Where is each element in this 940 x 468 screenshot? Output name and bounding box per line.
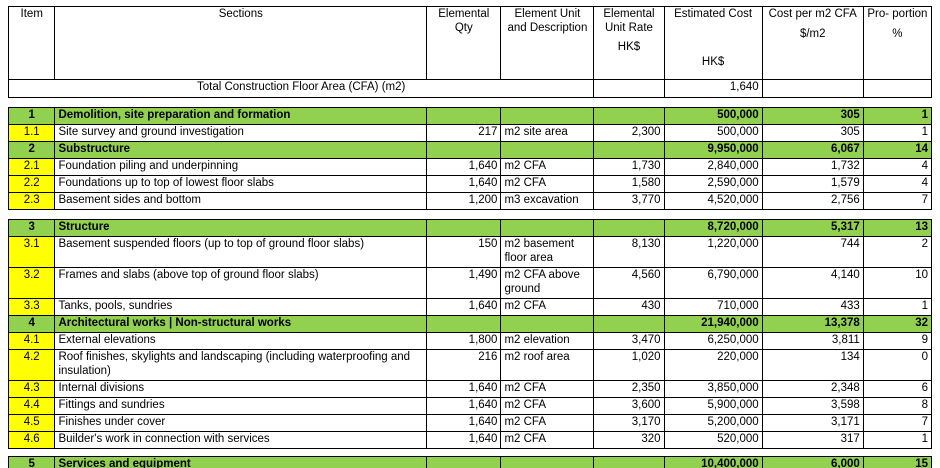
row-elemental-rate: 430 bbox=[594, 299, 664, 316]
row-elemental-qty: 1,640 bbox=[427, 398, 501, 415]
row-item: 4.3 bbox=[9, 381, 55, 398]
row-item: 4.1 bbox=[9, 333, 55, 350]
row-elemental-rate bbox=[594, 316, 664, 333]
row-estimated-cost: 5,900,000 bbox=[664, 398, 762, 415]
header-cost-per-m2-l1: Cost per m2 bbox=[768, 8, 832, 20]
row-cost-per-m2: 305 bbox=[762, 125, 863, 142]
table-row bbox=[9, 333, 932, 350]
row-proportion: 1 bbox=[863, 108, 931, 125]
clipped-next-row bbox=[8, 456, 932, 468]
row-section: Substructure bbox=[55, 142, 427, 159]
table-row bbox=[9, 415, 932, 432]
spacer-cell bbox=[9, 210, 932, 220]
cfa-value: 1,640 bbox=[664, 80, 762, 98]
row-elemental-qty bbox=[427, 108, 501, 125]
row-elemental-rate: 3,600 bbox=[594, 398, 664, 415]
row-qty bbox=[427, 457, 501, 468]
row-cost-per-m2: 3,598 bbox=[762, 398, 863, 415]
row-estimated-cost: 2,840,000 bbox=[664, 159, 762, 176]
row-item: 2.3 bbox=[9, 193, 55, 210]
table-row bbox=[9, 142, 932, 159]
row-elemental-qty: 216 bbox=[427, 350, 501, 381]
row-item: 3 bbox=[9, 220, 55, 237]
row-elemental-rate: 8,130 bbox=[594, 237, 664, 268]
row-section: Frames and slabs (above top of ground floor slabs) bbox=[55, 268, 427, 299]
row-proportion: 32 bbox=[863, 316, 931, 333]
header-estimated-cost-l2: HK$ bbox=[701, 55, 725, 68]
row-estimated-cost: 500,000 bbox=[664, 108, 762, 125]
table-row bbox=[9, 398, 932, 415]
row-proportion: 1 bbox=[863, 125, 931, 142]
row-section: Tanks, pools, sundries bbox=[55, 299, 427, 316]
cfa-cpm-cell bbox=[762, 80, 863, 98]
header-elemental-qty-l1: Elemental bbox=[438, 8, 490, 20]
row-estimated-cost: 6,250,000 bbox=[664, 333, 762, 350]
row-proportion: 1 bbox=[863, 299, 931, 316]
row-proportion: 7 bbox=[863, 193, 931, 210]
row-section: Builder's work in connection with services bbox=[55, 432, 427, 449]
row-section: Services and equipment bbox=[55, 457, 427, 468]
cfa-rate-cell bbox=[594, 80, 664, 98]
row-element-unit bbox=[501, 220, 594, 237]
row-item: 3.1 bbox=[9, 237, 55, 268]
row-item: 2.2 bbox=[9, 176, 55, 193]
header-element-unit-l1: Element Unit bbox=[514, 8, 581, 20]
row-cost-per-m2: 305 bbox=[762, 108, 863, 125]
row-cost-per-m2: 4,140 bbox=[762, 268, 863, 299]
row-elemental-qty: 1,800 bbox=[427, 333, 501, 350]
row-cost-per-m2: 744 bbox=[762, 237, 863, 268]
table-row bbox=[9, 268, 932, 299]
table-row bbox=[9, 237, 932, 268]
row-proportion: 13 bbox=[863, 220, 931, 237]
row-item: 4 bbox=[9, 316, 55, 333]
row-elemental-qty: 1,640 bbox=[427, 159, 501, 176]
header-estimated-cost-l1: Estimated Cost bbox=[674, 8, 753, 20]
header-cost-per-m2-l2: CFA bbox=[834, 8, 857, 20]
header-proportion bbox=[863, 7, 931, 80]
row-item: 3.2 bbox=[9, 268, 55, 299]
row-element-unit: m2 roof area bbox=[501, 350, 594, 381]
row-cost-per-m2: 2,756 bbox=[762, 193, 863, 210]
row-elemental-rate: 2,300 bbox=[594, 125, 664, 142]
row-cost-per-m2: 5,317 bbox=[762, 220, 863, 237]
row-item: 5 bbox=[9, 457, 55, 468]
row-estimated-cost: 710,000 bbox=[664, 299, 762, 316]
header-elemental-rate-l2: Unit Rate bbox=[604, 21, 653, 34]
row-element-unit: m2 CFA bbox=[501, 299, 594, 316]
table-row bbox=[9, 193, 932, 210]
row-estimated-cost: 220,000 bbox=[664, 350, 762, 381]
row-elemental-rate: 1,020 bbox=[594, 350, 664, 381]
row-rate bbox=[594, 457, 664, 468]
row-elemental-rate: 1,580 bbox=[594, 176, 664, 193]
row-proportion: 1 bbox=[863, 432, 931, 449]
table-row bbox=[9, 316, 932, 333]
table-row bbox=[9, 108, 932, 125]
row-estimated-cost: 4,520,000 bbox=[664, 193, 762, 210]
row-cost-per-m2: 1,732 bbox=[762, 159, 863, 176]
row-section: Demolition, site preparation and formation bbox=[55, 108, 427, 125]
row-elemental-qty: 1,640 bbox=[427, 381, 501, 398]
header-element-unit-l2: and bbox=[507, 21, 527, 34]
table-row bbox=[9, 220, 932, 237]
row-section: External elevations bbox=[55, 333, 427, 350]
row-elemental-rate bbox=[594, 142, 664, 159]
table-row bbox=[9, 457, 932, 468]
row-prop: 15 bbox=[863, 457, 931, 468]
row-est: 10,400,000 bbox=[664, 457, 762, 468]
table-row bbox=[9, 381, 932, 398]
row-element-unit: m2 CFA bbox=[501, 432, 594, 449]
row-spacer bbox=[9, 210, 932, 220]
row-element-unit: m3 excavation bbox=[501, 193, 594, 210]
table-row bbox=[9, 159, 932, 176]
row-section: Foundation piling and underpinning bbox=[55, 159, 427, 176]
header-element-unit bbox=[501, 7, 594, 80]
cut-table bbox=[8, 456, 932, 468]
row-item: 4.4 bbox=[9, 398, 55, 415]
row-estimated-cost: 21,940,000 bbox=[664, 316, 762, 333]
row-elemental-rate bbox=[594, 220, 664, 237]
row-element-unit: m2 site area bbox=[501, 125, 594, 142]
header-cost-per-m2 bbox=[762, 7, 863, 80]
row-elemental-rate bbox=[594, 108, 664, 125]
row-estimated-cost: 520,000 bbox=[664, 432, 762, 449]
row-section: Site survey and ground investigation bbox=[55, 125, 427, 142]
header-cost-per-m2-l3: $/m2 bbox=[799, 27, 826, 40]
row-estimated-cost: 8,720,000 bbox=[664, 220, 762, 237]
header-estimated-cost bbox=[664, 7, 762, 80]
header-sections: Sections bbox=[55, 7, 427, 80]
row-element-unit: m2 CFA above ground bbox=[501, 268, 594, 299]
row-element-unit bbox=[501, 142, 594, 159]
row-cost-per-m2: 1,579 bbox=[762, 176, 863, 193]
row-section: Architectural works | Non-structural works bbox=[55, 316, 427, 333]
header-proportion-l1: Pro- bbox=[867, 8, 890, 20]
row-cost-per-m2: 13,378 bbox=[762, 316, 863, 333]
row-section: Finishes under cover bbox=[55, 415, 427, 432]
row-item: 4.5 bbox=[9, 415, 55, 432]
row-item: 3.3 bbox=[9, 299, 55, 316]
row-proportion: 0 bbox=[863, 350, 931, 381]
row-cost-per-m2: 134 bbox=[762, 350, 863, 381]
row-elemental-qty: 217 bbox=[427, 125, 501, 142]
row-element-unit bbox=[501, 108, 594, 125]
row-section: Internal divisions bbox=[55, 381, 427, 398]
row-elemental-rate: 4,560 bbox=[594, 268, 664, 299]
row-section: Structure bbox=[55, 220, 427, 237]
row-estimated-cost: 6,790,000 bbox=[664, 268, 762, 299]
row-elemental-rate: 2,350 bbox=[594, 381, 664, 398]
row-section: Fittings and sundries bbox=[55, 398, 427, 415]
row-elemental-rate: 3,170 bbox=[594, 415, 664, 432]
row-element-unit: m2 CFA bbox=[501, 176, 594, 193]
row-proportion: 8 bbox=[863, 398, 931, 415]
header-elemental-qty bbox=[427, 7, 501, 80]
header-proportion-l3: % bbox=[892, 27, 903, 40]
row-element-unit: m2 elevation bbox=[501, 333, 594, 350]
row-elemental-qty: 1,200 bbox=[427, 193, 501, 210]
table-row bbox=[9, 350, 932, 381]
row-section: Basement suspended floors (up to top of ground floor slabs) bbox=[55, 237, 427, 268]
row-estimated-cost: 1,220,000 bbox=[664, 237, 762, 268]
row-elemental-rate: 320 bbox=[594, 432, 664, 449]
header-proportion-l2: portion bbox=[892, 8, 928, 20]
header-element-unit-l3: Description bbox=[529, 21, 588, 34]
row-estimated-cost: 3,850,000 bbox=[664, 381, 762, 398]
row-item: 2.1 bbox=[9, 159, 55, 176]
row-proportion: 10 bbox=[863, 268, 931, 299]
row-elemental-qty: 1,640 bbox=[427, 299, 501, 316]
row-estimated-cost: 5,200,000 bbox=[664, 415, 762, 432]
row-item: 1.1 bbox=[9, 125, 55, 142]
cost-table bbox=[8, 6, 932, 98]
row-proportion: 2 bbox=[863, 237, 931, 268]
row-cost-per-m2: 317 bbox=[762, 432, 863, 449]
row-element-unit: m2 CFA bbox=[501, 159, 594, 176]
row-elemental-qty bbox=[427, 220, 501, 237]
row-element-unit bbox=[501, 316, 594, 333]
row-estimated-cost: 500,000 bbox=[664, 125, 762, 142]
table-row bbox=[9, 299, 932, 316]
row-elemental-qty bbox=[427, 316, 501, 333]
header-elemental-rate-l3: HK$ bbox=[617, 41, 641, 53]
cfa-prop-cell bbox=[863, 80, 931, 98]
table-row bbox=[9, 432, 932, 449]
row-elemental-qty: 150 bbox=[427, 237, 501, 268]
row-cost-per-m2: 3,171 bbox=[762, 415, 863, 432]
row-elemental-qty bbox=[427, 142, 501, 159]
header-elemental-qty-l2: Qty bbox=[454, 21, 473, 34]
row-element-unit: m2 CFA bbox=[501, 415, 594, 432]
row-element-unit: m2 basement floor area bbox=[501, 237, 594, 268]
row-estimated-cost: 2,590,000 bbox=[664, 176, 762, 193]
row-item: 4.6 bbox=[9, 432, 55, 449]
row-cost-per-m2: 2,348 bbox=[762, 381, 863, 398]
row-proportion: 4 bbox=[863, 176, 931, 193]
row-proportion: 6 bbox=[863, 381, 931, 398]
row-elemental-rate: 3,770 bbox=[594, 193, 664, 210]
row-cost-per-m2: 3,811 bbox=[762, 333, 863, 350]
row-item: 1 bbox=[9, 108, 55, 125]
row-item: 4.2 bbox=[9, 350, 55, 381]
row-section: Basement sides and bottom bbox=[55, 193, 427, 210]
row-unit bbox=[501, 457, 594, 468]
row-proportion: 9 bbox=[863, 333, 931, 350]
row-elemental-qty: 1,640 bbox=[427, 176, 501, 193]
row-cpm: 6,000 bbox=[762, 457, 863, 468]
cfa-row bbox=[9, 80, 932, 98]
row-cost-per-m2: 6,067 bbox=[762, 142, 863, 159]
row-estimated-cost: 9,950,000 bbox=[664, 142, 762, 159]
header-item: Item bbox=[9, 7, 55, 80]
header-elemental-rate-l1: Elemental bbox=[603, 8, 655, 20]
table-row bbox=[9, 125, 932, 142]
row-elemental-rate: 1,730 bbox=[594, 159, 664, 176]
row-elemental-qty: 1,640 bbox=[427, 432, 501, 449]
cfa-label: Total Construction Floor Area (CFA) (m2) bbox=[9, 80, 594, 98]
row-proportion: 14 bbox=[863, 142, 931, 159]
row-section: Foundations up to top of lowest floor slabs bbox=[55, 176, 427, 193]
row-elemental-rate: 3,470 bbox=[594, 333, 664, 350]
header-elemental-rate bbox=[594, 7, 664, 80]
row-elemental-qty: 1,640 bbox=[427, 415, 501, 432]
table-header-row bbox=[9, 7, 932, 80]
row-element-unit: m2 CFA bbox=[501, 398, 594, 415]
row-element-unit: m2 CFA bbox=[501, 381, 594, 398]
row-section: Roof finishes, skylights and landscaping (including waterproofing and insulation) bbox=[55, 350, 427, 381]
row-cost-per-m2: 433 bbox=[762, 299, 863, 316]
table-row bbox=[9, 176, 932, 193]
row-proportion: 7 bbox=[863, 415, 931, 432]
row-elemental-qty: 1,490 bbox=[427, 268, 501, 299]
row-item: 2 bbox=[9, 142, 55, 159]
row-proportion: 4 bbox=[863, 159, 931, 176]
cost-table-body bbox=[8, 107, 932, 449]
